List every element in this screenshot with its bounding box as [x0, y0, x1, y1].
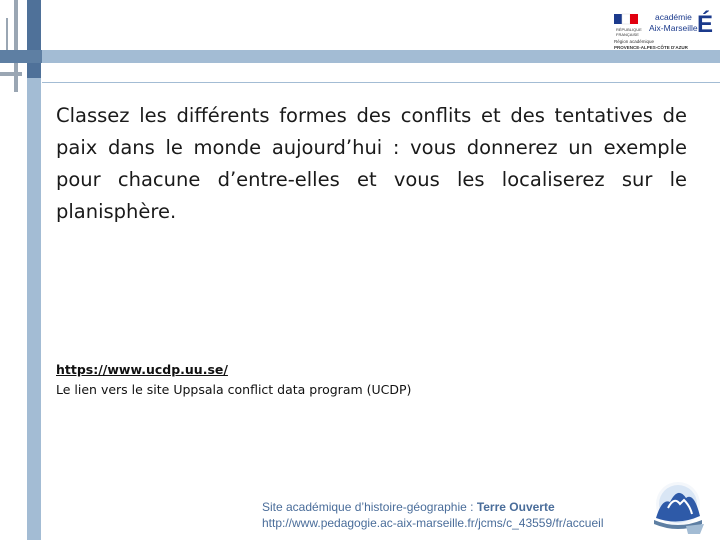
footer [262, 499, 603, 531]
link-block [56, 360, 411, 400]
footer-site-label: Site académique d’histoire-géographie : [262, 500, 477, 514]
ucdp-link[interactable]: https://www.ucdp.uu.se/ [56, 362, 228, 377]
footer-line-1 [262, 499, 603, 515]
region-line-1: Région académique [614, 39, 655, 44]
decor-divider-line [42, 82, 720, 83]
terre-ouverte-logo [648, 480, 708, 536]
region-line-2: PROVENCE-ALPES-CÔTE D'AZUR [614, 45, 688, 50]
svg-text:RÉPUBLIQUE: RÉPUBLIQUE [616, 27, 642, 32]
logo-line-1: académie [655, 12, 692, 22]
decor-left-band [27, 0, 41, 540]
svg-text:FRANÇAISE: FRANÇAISE [616, 32, 639, 37]
decor-thin-horizontal-bar [0, 72, 22, 76]
decor-thin-vertical-bar [14, 0, 18, 92]
main-question: Classez les différents formes des conflits et des tentatives de paix dans le monde aujourd’hui : vous donnerez un exemple pour chacune d’entre-elles et vous les localiserez sur le planisphère. [56, 104, 687, 223]
decor-top-band-dark [0, 50, 42, 63]
academie-logo [612, 4, 718, 52]
svg-text:É: É [697, 11, 714, 38]
decor-left-band-dark [27, 0, 41, 78]
link-description: Le lien vers le site Uppsala conflict data program (UCDP) [56, 382, 412, 397]
footer-url[interactable]: http://www.pedagogie.ac-aix-marseille.fr/jcms/c_43559/fr/accueil [262, 516, 604, 530]
logo-line-2: Aix-Marseille [649, 23, 698, 33]
footer-site-name: Terre Ouverte [476, 500, 555, 514]
